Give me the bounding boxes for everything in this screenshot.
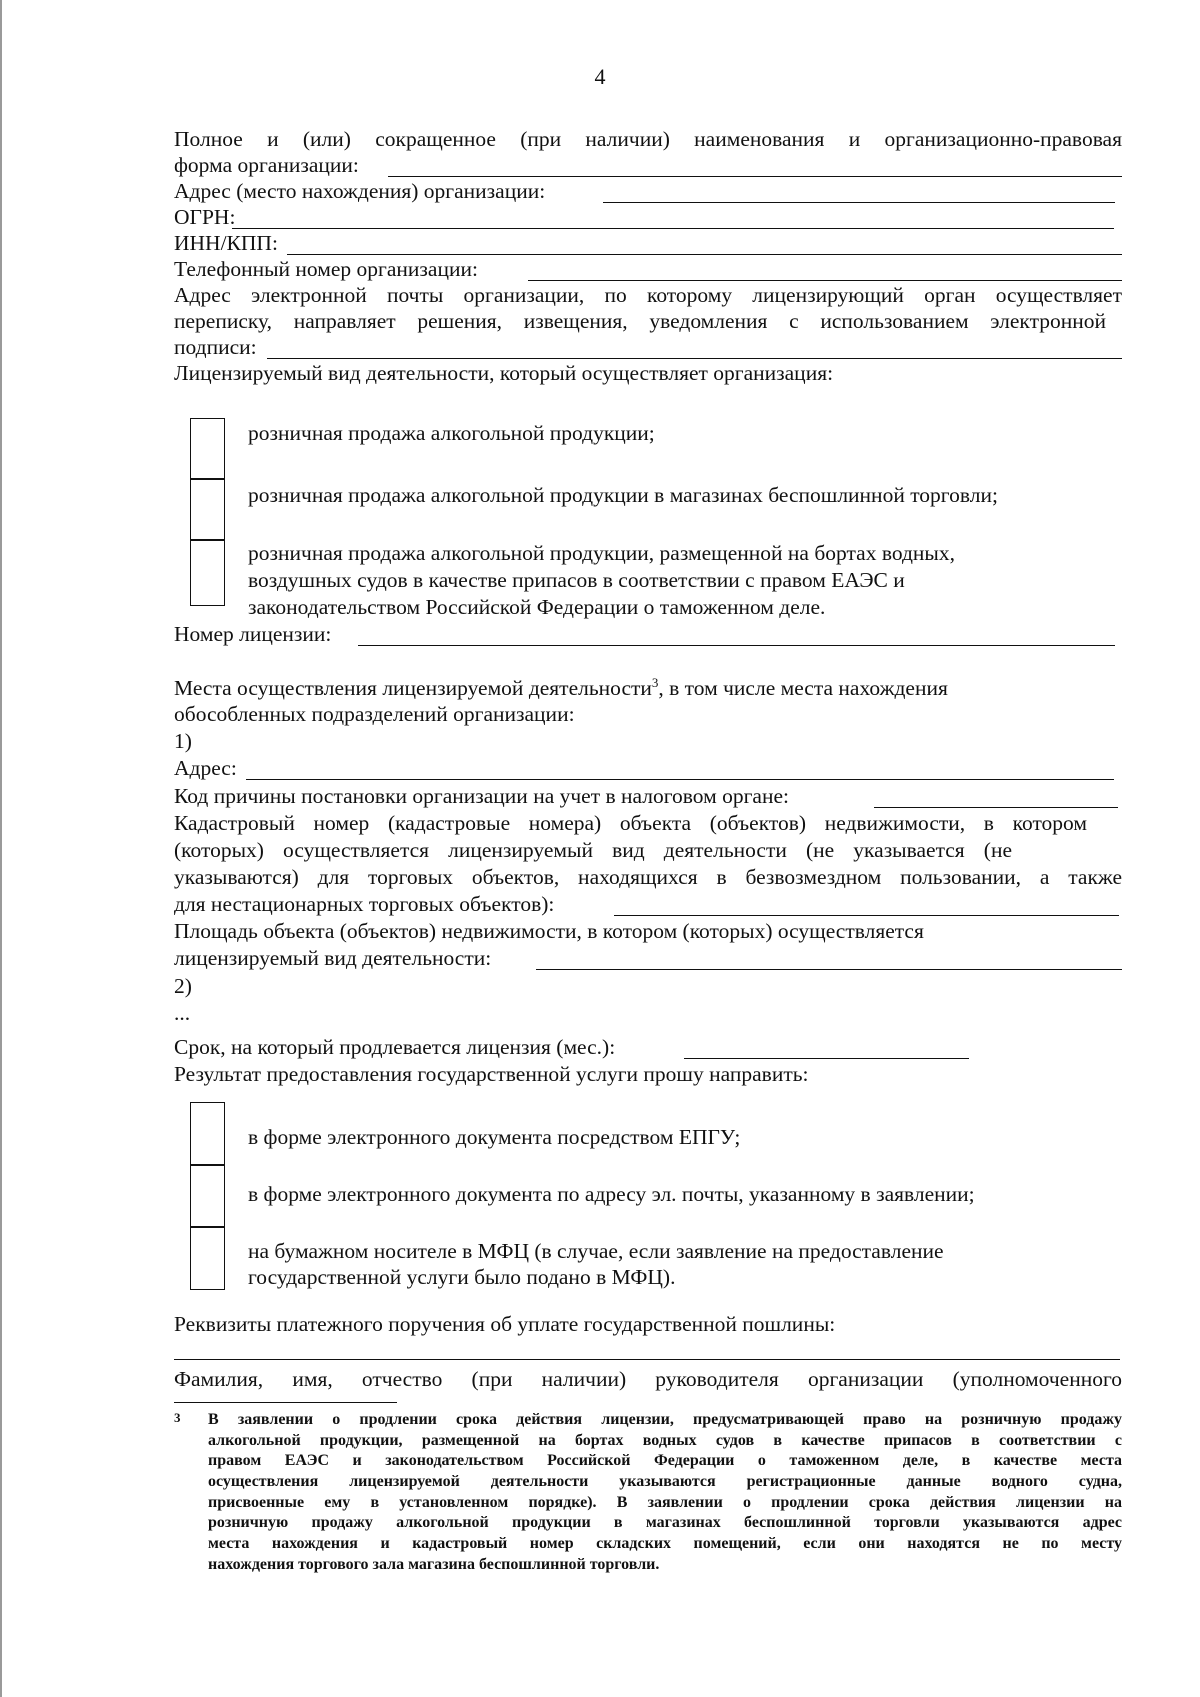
area-label-line2: лицензируемый вид деятельности: [174, 946, 492, 970]
cadastral-label-line4: для нестационарных торговых объектов): [174, 892, 555, 916]
cadastral-label-line2: (которых) осуществляется лицензируемый вид деятельности (не указывается (не [174, 838, 1012, 862]
result-option-mfc-line1: на бумажном носителе в МФЦ (в случае, если заявление на предоставление [248, 1239, 944, 1263]
footnote-line: алкогольной продукции, размещенной на бортах водных судов в качестве припасов в соответствии с [208, 1432, 1122, 1449]
cadastral-label-line3: указываются) для торговых объектов, находящихся в безвозмездном пользовании, а также [174, 865, 1122, 889]
footnote-mark: 3 [174, 1410, 181, 1425]
footnote-line: присвоенные ему в установленном порядке). В заявлении о продлении срока действия лицензии на [208, 1494, 1122, 1511]
cadastral-label-line1: Кадастровый номер (кадастровые номера) объекта (объектов) недвижимости, в котором [174, 811, 1087, 835]
inn-kpp-label: ИНН/КПП: [174, 231, 278, 255]
email-label-line2: переписку, направляет решения, извещения, уведомления с использованием электронной [174, 309, 1106, 333]
places-title-line2: обособленных подразделений организации: [174, 702, 575, 726]
activity-option-vessels-line1: розничная продажа алкогольной продукции, размещенной на бортах водных, [248, 541, 955, 565]
phone-label: Телефонный номер организации: [174, 257, 478, 281]
term-label: Срок, на который продлевается лицензия (мес.): [174, 1035, 616, 1059]
payment-field[interactable] [174, 1359, 1120, 1360]
footnote-line: осуществления лицензируемой деятельности указываются регистрационные данные водного судна, [208, 1473, 1122, 1490]
org-name-label-line2: форма организации: [174, 153, 359, 177]
activity-option-vessels-line2: воздушных судов в качестве припасов в соответствии с правом ЕАЭС и [248, 568, 905, 592]
scan-edge [0, 0, 2, 1697]
license-number-field[interactable] [358, 645, 1115, 646]
place-item-1: 1) [174, 729, 192, 753]
org-address-field[interactable] [603, 202, 1115, 203]
cadastral-field[interactable] [614, 915, 1119, 916]
activity-option-duty-free: розничная продажа алкогольной продукции в магазинах беспошлинной торговли; [248, 483, 998, 507]
phone-field[interactable] [528, 280, 1122, 281]
org-address-label: Адрес (место нахождения) организации: [174, 179, 546, 203]
result-checkbox-email[interactable] [190, 1164, 225, 1228]
footnote-line: правом ЕАЭС и законодательством Российской Федерации о таможенном деле, в качестве места [208, 1452, 1122, 1469]
footnote-separator [174, 1402, 397, 1403]
footnote-line: места нахождения и кадастровый номер складских помещений, если они находятся не по месту [208, 1535, 1122, 1552]
result-option-email: в форме электронного документа по адресу эл. почты, указанному в заявлении; [248, 1182, 975, 1206]
area-label-line1: Площадь объекта (объектов) недвижимости, в котором (которых) осуществляется [174, 919, 924, 943]
result-checkbox-mfc[interactable] [190, 1226, 225, 1290]
place-ellipsis: ... [174, 1001, 191, 1025]
footnote-line: розничную продажу алкогольной продукции в магазинах беспошлинной торговли указываются адрес [208, 1514, 1122, 1531]
result-checkbox-epgu[interactable] [190, 1102, 225, 1166]
activity-checkbox-duty-free[interactable] [190, 478, 225, 541]
result-option-epgu: в форме электронного документа посредством ЕПГУ; [248, 1125, 741, 1149]
activity-checkbox-vessels[interactable] [190, 539, 225, 606]
place-address-field[interactable] [246, 779, 1114, 780]
kpp-field[interactable] [874, 807, 1118, 808]
activity-option-retail: розничная продажа алкогольной продукции; [248, 421, 655, 445]
email-field[interactable] [267, 358, 1122, 359]
inn-kpp-field[interactable] [287, 254, 1122, 255]
result-title: Результат предоставления государственной услуги прошу направить: [174, 1062, 809, 1086]
result-option-mfc-line2: государственной услуги было подано в МФЦ). [248, 1265, 676, 1289]
footnote-line: нахождения торгового зала магазина беспошлинной торговли. [208, 1556, 660, 1573]
ogrn-field[interactable] [232, 228, 1114, 229]
kpp-label: Код причины постановки организации на учет в налоговом органе: [174, 784, 789, 808]
org-name-field[interactable] [388, 176, 1122, 177]
place-address-label: Адрес: [174, 756, 237, 780]
page-number: 4 [594, 64, 606, 89]
license-number-label: Номер лицензии: [174, 622, 332, 646]
payment-label: Реквизиты платежного поручения об уплате государственной пошлины: [174, 1312, 836, 1336]
term-field[interactable] [684, 1058, 969, 1059]
footnote-line: В заявлении о продлении срока действия лицензии, предусматривающей право на розничную продажу [208, 1411, 1122, 1428]
place-item-2: 2) [174, 974, 192, 998]
activity-title: Лицензируемый вид деятельности, который осуществляет организация: [174, 361, 834, 385]
area-field[interactable] [536, 969, 1122, 970]
places-title-line1: Места осуществления лицензируемой деятельности$^3$, в том числе места нахождения [174, 674, 948, 700]
head-name-label: Фамилия, имя, отчество (при наличии) руководителя организации (уполномоченного [174, 1367, 1122, 1391]
org-name-label-line1: Полное и (или) сокращенное (при наличии) наименования и организационно-правовая [174, 127, 1122, 151]
activity-checkbox-retail[interactable] [190, 418, 225, 480]
email-label-line1: Адрес электронной почты организации, по которому лицензирующий орган осуществляет [174, 283, 1122, 307]
ogrn-label: ОГРН: [174, 205, 236, 229]
activity-option-vessels-line3: законодательством Российской Федерации о таможенном деле. [248, 595, 826, 619]
footnote-ref[interactable]: 3 [651, 674, 659, 690]
email-label-line3: подписи: [174, 335, 257, 359]
